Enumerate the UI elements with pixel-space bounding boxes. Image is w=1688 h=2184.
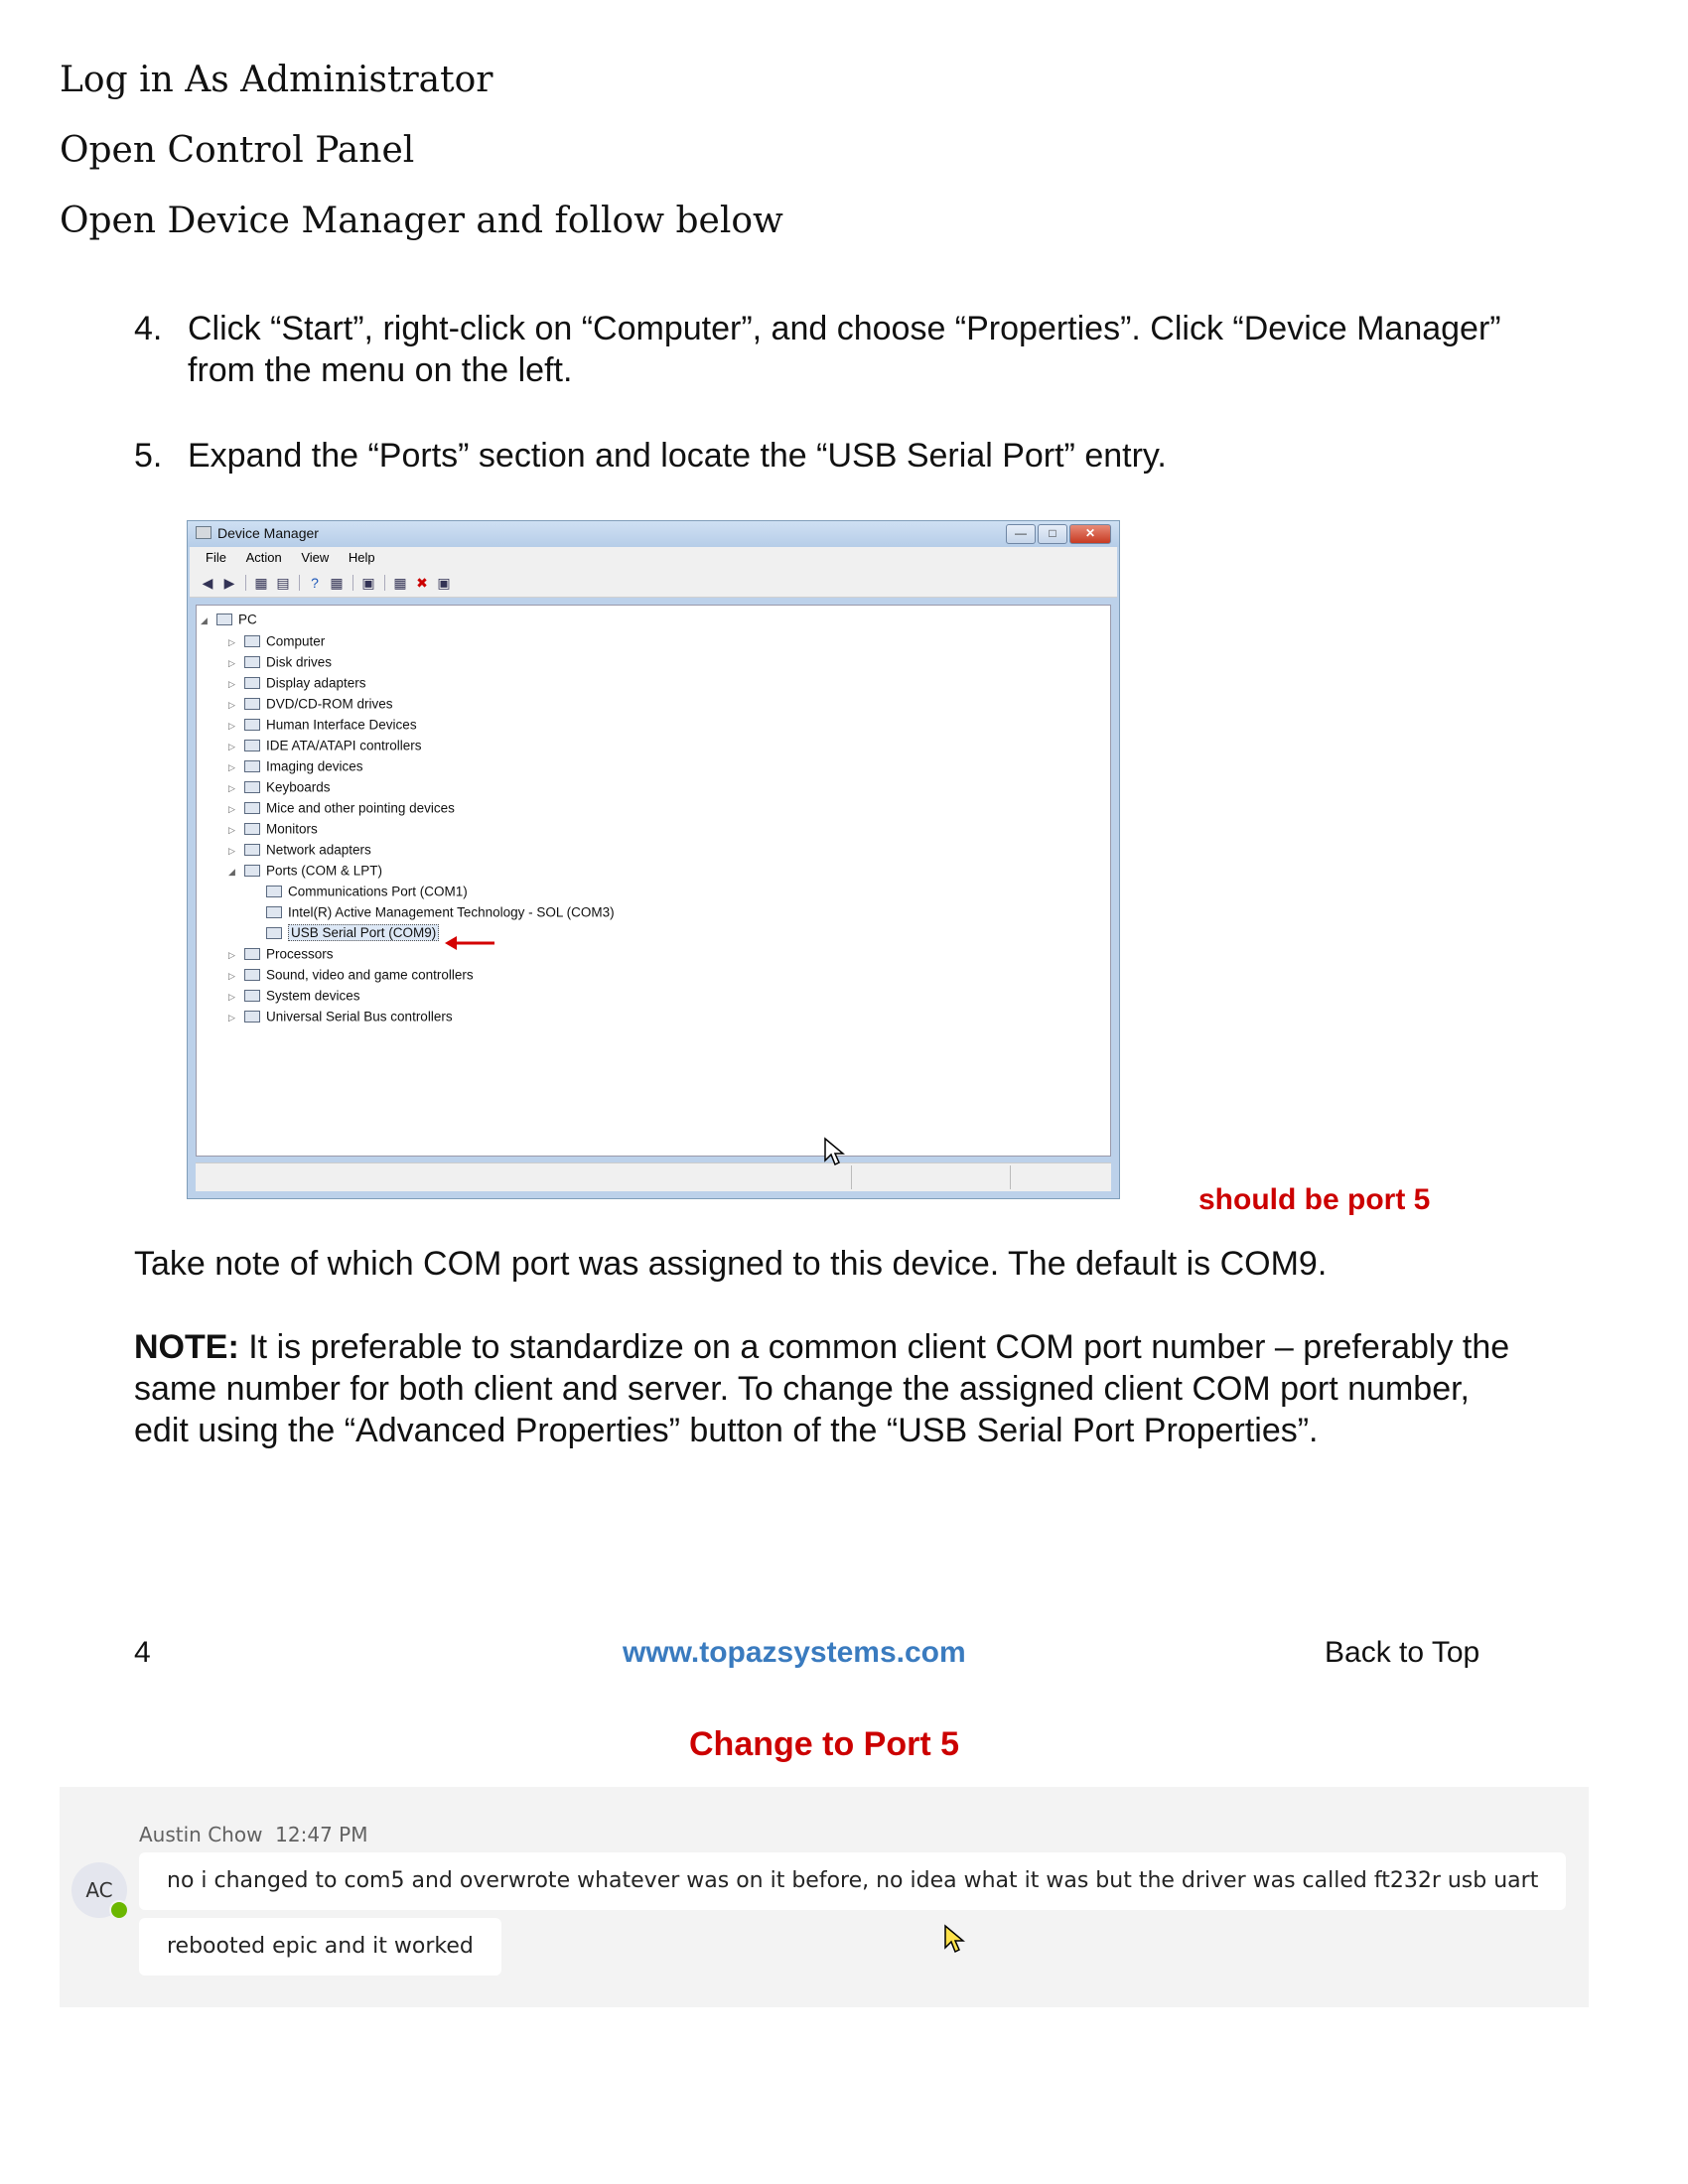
close-button[interactable]: ✕ (1069, 524, 1111, 544)
message-time: 12:47 PM (275, 1823, 368, 1846)
note-text: It is preferable to standardize on a common client COM port number – preferably the (238, 1328, 1510, 1366)
tree-item-usb-serial-port[interactable]: USB Serial Port (COM9) (250, 923, 439, 943)
tree-item[interactable]: ▷ Computer (228, 631, 325, 651)
tree-item[interactable]: ▷ Mice and other pointing devices (228, 798, 455, 818)
note-text: same number for both client and server. To change the assigned client COM port number, (134, 1370, 1470, 1408)
expand-icon[interactable]: ▷ (228, 846, 235, 856)
tree-item[interactable]: ▷ Keyboards (228, 777, 331, 797)
uninstall-icon[interactable]: ✖ (416, 575, 428, 591)
author-name: Austin Chow (139, 1823, 263, 1846)
chat-panel (60, 1787, 1589, 2007)
expand-icon[interactable]: ▷ (228, 804, 235, 814)
list-view-icon[interactable]: ▤ (276, 575, 290, 591)
view-icon[interactable]: ▦ (330, 575, 344, 591)
step-text-line: from the menu on the left. (188, 351, 573, 389)
port-annotation: should be port 5 (1198, 1183, 1431, 1216)
port-icon (266, 906, 282, 918)
expand-icon[interactable]: ▷ (228, 762, 235, 772)
intro-line-login: Log in As Administrator (60, 60, 493, 100)
sound-icon (244, 969, 260, 981)
window-title: Device Manager (217, 525, 319, 541)
keyboard-icon (244, 781, 260, 793)
presence-available-icon (109, 1900, 129, 1920)
step-4 (134, 308, 1623, 397)
tree-item[interactable]: ▷ Imaging devices (228, 756, 363, 776)
expand-icon[interactable]: ▷ (228, 637, 235, 647)
expand-icon[interactable]: ▷ (228, 971, 235, 981)
mouse-pointer-icon (943, 1924, 965, 1954)
tree-item[interactable]: ▷ Processors (228, 944, 334, 964)
dvd-drive-icon (244, 698, 260, 710)
tree-item[interactable]: ▷ Display adapters (228, 673, 366, 693)
display-adapter-icon (244, 677, 260, 689)
tree-item[interactable]: ▷ DVD/CD-ROM drives (228, 694, 393, 714)
menu-bar (190, 547, 1117, 569)
collapse-icon[interactable]: ◢ (228, 867, 235, 877)
note-text: edit using the “Advanced Properties” button of the “USB Serial Port Properties”. (134, 1412, 1319, 1449)
tree-item[interactable]: ▷ Monitors (228, 819, 318, 839)
port-icon (266, 886, 282, 897)
monitor-icon (244, 823, 260, 835)
note-label: NOTE: (134, 1328, 239, 1366)
minimize-button[interactable]: — (1006, 524, 1036, 544)
chat-message[interactable]: no i changed to com5 and overwrote whatever was on it before, no idea what it was but the driver was called ft232r usb uart (139, 1852, 1566, 1910)
imaging-device-icon (244, 760, 260, 772)
expand-icon[interactable]: ▷ (228, 825, 235, 835)
back-to-top-link[interactable]: Back to Top (1325, 1636, 1480, 1669)
tree-item[interactable]: ▷ Disk drives (228, 652, 332, 672)
website-link[interactable]: www.topazsystems.com (623, 1636, 966, 1669)
expand-icon[interactable]: ▷ (228, 721, 235, 731)
window-title-bar (188, 521, 1119, 547)
menu-view[interactable]: View (301, 550, 330, 565)
avatar[interactable]: AC (71, 1862, 127, 1918)
scan-hardware-icon[interactable]: ▣ (361, 575, 375, 591)
expand-icon[interactable]: ▷ (228, 700, 235, 710)
device-manager-icon (196, 526, 211, 539)
pc-icon (216, 614, 232, 625)
forward-arrow-icon[interactable]: ▶ (223, 575, 235, 591)
properties-icon[interactable]: ▦ (254, 575, 268, 591)
intro-line-control-panel: Open Control Panel (60, 130, 415, 171)
tree-item[interactable]: ▷ Universal Serial Bus controllers (228, 1007, 453, 1026)
menu-file[interactable]: File (206, 550, 226, 565)
tree-item[interactable]: ▷ Human Interface Devices (228, 715, 417, 735)
expand-icon[interactable]: ▷ (228, 950, 235, 960)
expand-icon[interactable]: ▷ (228, 679, 235, 689)
computer-icon (244, 635, 260, 647)
usb-controller-icon (244, 1011, 260, 1023)
step-number: 4. (134, 310, 163, 347)
tree-item[interactable]: ▷ Network adapters (228, 840, 371, 860)
toolbar (190, 569, 1117, 598)
red-arrow-icon (445, 935, 494, 951)
expand-icon[interactable]: ▷ (228, 1013, 235, 1023)
menu-help[interactable]: Help (348, 550, 375, 565)
help-icon[interactable]: ? (311, 575, 319, 591)
note-paragraph (134, 1326, 1564, 1451)
intro-line-device-manager: Open Device Manager and follow below (60, 201, 783, 241)
expand-icon[interactable]: ▷ (228, 658, 235, 668)
status-bar (196, 1162, 1111, 1191)
ide-controller-icon (244, 740, 260, 751)
tree-root[interactable]: ◢ PC (201, 610, 257, 629)
step-5 (134, 435, 1623, 478)
tree-item-com1[interactable]: Communications Port (COM1) (250, 882, 468, 901)
back-arrow-icon[interactable]: ◀ (202, 575, 213, 591)
default-port-note: Take note of which COM port was assigned to this device. The default is COM9. (134, 1245, 1328, 1283)
device-manager-window (187, 520, 1120, 1199)
mouse-icon (244, 802, 260, 814)
change-heading: Change to Port 5 (689, 1725, 960, 1763)
network-adapter-icon (244, 844, 260, 856)
tree-item[interactable]: ▷ System devices (228, 986, 360, 1006)
system-device-icon (244, 990, 260, 1002)
menu-action[interactable]: Action (245, 550, 282, 565)
expand-icon[interactable]: ▷ (228, 783, 235, 793)
chat-message[interactable]: rebooted epic and it worked (139, 1918, 501, 1976)
port-icon (266, 927, 282, 939)
disk-drive-icon (244, 656, 260, 668)
tree-item-ports[interactable]: ◢ Ports (COM & LPT) (228, 861, 382, 881)
tree-item[interactable]: ▷ Sound, video and game controllers (228, 965, 474, 985)
tree-item[interactable]: ▷ IDE ATA/ATAPI controllers (228, 736, 422, 755)
update-driver-icon[interactable]: ▦ (393, 575, 407, 591)
page-number: 4 (134, 1636, 151, 1669)
expand-icon[interactable]: ▷ (228, 992, 235, 1002)
mouse-pointer-icon (823, 1137, 845, 1166)
tree-item-com3[interactable]: Intel(R) Active Management Technology - SOL (COM3) (250, 902, 615, 922)
message-meta (139, 1823, 367, 1846)
expand-icon[interactable]: ▷ (228, 742, 235, 751)
hid-icon (244, 719, 260, 731)
device-tree (196, 605, 1111, 1157)
maximize-button[interactable]: □ (1038, 524, 1067, 544)
step-text-line: Click “Start”, right-click on “Computer”, and choose “Properties”. Click “Device Manager” (188, 310, 1501, 347)
port-icon (244, 865, 260, 877)
step-text-line: Expand the “Ports” section and locate the “USB Serial Port” entry. (188, 437, 1167, 475)
enable-device-icon[interactable]: ▣ (437, 575, 451, 591)
processor-icon (244, 948, 260, 960)
step-number: 5. (134, 437, 163, 475)
collapse-icon[interactable]: ◢ (201, 615, 208, 625)
